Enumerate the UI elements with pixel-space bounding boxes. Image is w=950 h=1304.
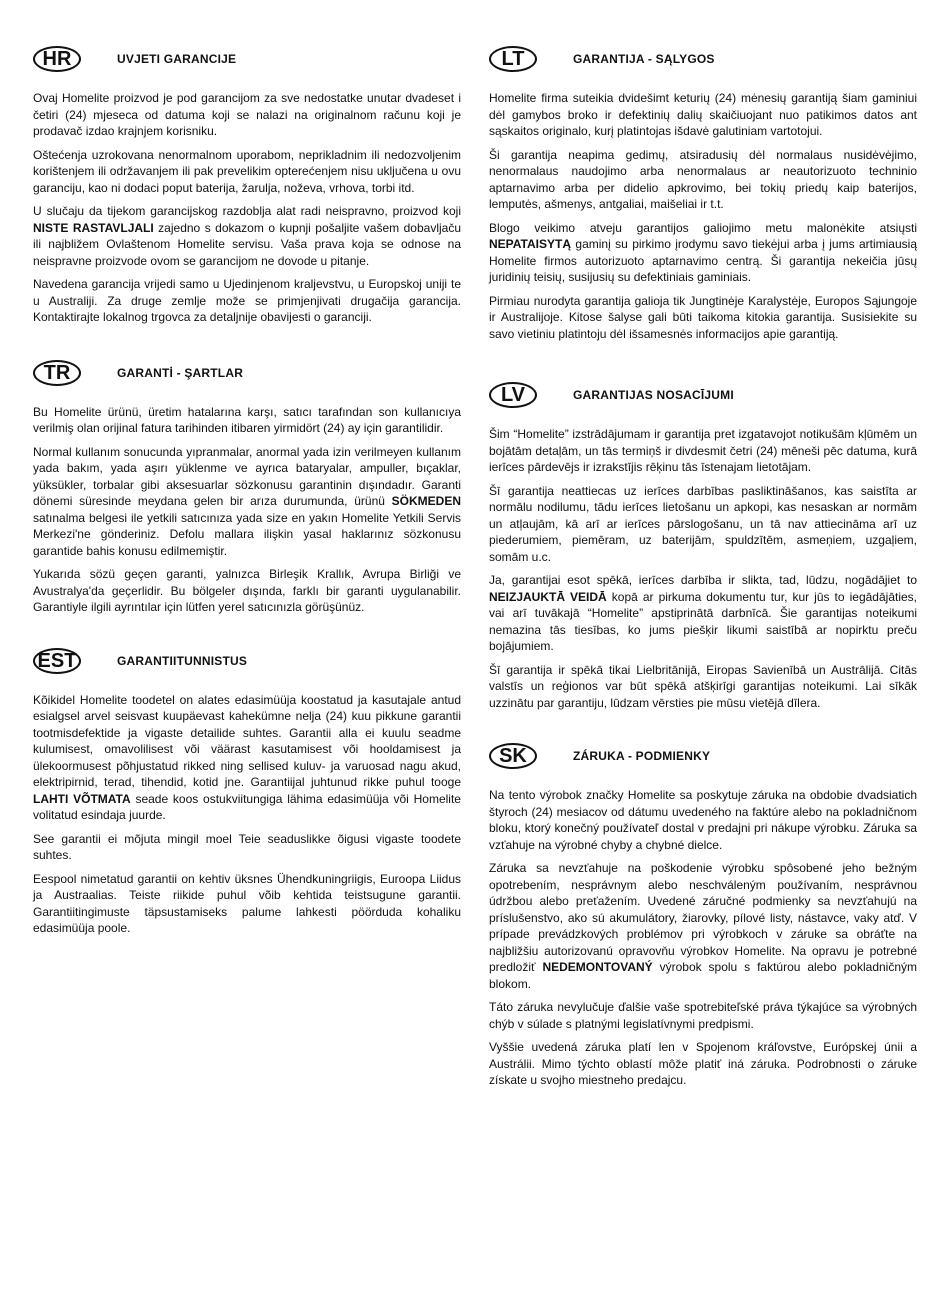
- section-header: [33, 356, 461, 390]
- language-badge: SK: [489, 743, 537, 769]
- paragraph: Ši garantija neapima gedimų, atsiradusių dėl normalaus nusidėvėjimo, nenormalaus naudojimo arba nenormalaus ar neautorizuoto techninio aptarnavimo arba per didelio apkrovimo, bei tokių priedų kaip baterijos, lemputės, ašmenys, antgaliai, maišeliai ir t.t.: [489, 147, 917, 211]
- section-title: GARANTİ - ŞARTLAR: [117, 365, 244, 380]
- language-badge: LV: [489, 382, 537, 408]
- right-column: [489, 42, 917, 1117]
- section-header: [489, 42, 917, 76]
- paragraph: Šim “Homelite” izstrādājumam ir garantija pret izgatavojot notikušām kļūmēm un bojātām detaļām, un tās termiņš ir divdesmit četri (24) mēneši pēc datuma, kurā ierīces pārdevējs ir izrakstījis rēķinu tās īstenajam lietotājam.: [489, 427, 917, 474]
- section-sk: [489, 739, 917, 1089]
- emphasis: LAHTI VÕTMATA: [33, 791, 131, 806]
- paragraph: Pirmiau nurodyta garantija galioja tik Jungtinėje Karalystėje, Europos Sąjungoje ir Australijoje. Kitose šalyse gali būti taikoma kitokia garantija. Susisiekite su savo vietiniu platintoju dėl išsamesnės informacijos apie garantiją.: [489, 293, 917, 341]
- section-header: [33, 644, 461, 678]
- paragraph: Kõikidel Homelite toodetel on alates edasimüüja koostatud ja kasutajale antud esialgsel arvel seisvast kuupäevast kahekümne nelja (24) kuu pikkune garantii tootmisdefektide ja vigaste detailide suhtes. Garantii alla ei kuulu seadme kulumisest, omavolilisest või väärast kasutamisest või hooldamisest ja ülekoormusest põhjustatud rikked ning sellised kuluv- ja varuosad nagu akud, elektripirnid, terad, tihendid, kotid jne. Garantiijal juhtunud rikke puhul tooge LAHTI VÕTMATA seade koos ostukviitungiga lähima edasimüüja või Homelite volitatud esindaja juurde.: [33, 692, 461, 822]
- paragraph: Oštećenja uzrokovana nenormalnom uporabom, neprikladnim ili nedozvoljenim korištenjem ili održavanjem ili pak prevelikim opterećenjem nisu uključena u ovu garanciju, kao ni dodaci poput baterija, žarulja, noževa, vrhova, torbi itd.: [33, 147, 461, 195]
- paragraph: U slučaju da tijekom garancijskog razdoblja alat radi neispravno, proizvod koji NISTE RASTAVLJALI zajedno s dokazom o kupnji pošaljite vašem dobavljaču ili najbližem Ovlaštenom Homelite servisu. Vaša prava koja se odnose na neispravne proizvode ovom se garancijom ne dovode u pitanje.: [33, 204, 461, 268]
- section-title: GARANTIITUNNISTUS: [117, 653, 248, 668]
- paragraph: Vyššie uvedená záruka platí len v Spojenom kráľovstve, Európskej únii a Austrálii. Mimo týchto oblastí môže platiť iná záruka. Podrobnosti o záruke získate u svojho miestneho predajcu.: [489, 1040, 917, 1087]
- paragraph: Táto záruka nevylučuje ďalšie vaše spotrebiteľské práva týkajúce sa výrobných chýb v súlade s platnými legislatívnymi predpismi.: [489, 1000, 917, 1031]
- section-title: ZÁRUKA - PODMIENKY: [573, 749, 711, 763]
- section-est: [33, 644, 461, 937]
- paragraph: Yukarıda sözü geçen garanti, yalnızca Birleşik Krallık, Avrupa Birliği ve Avustralya'da geçerlidir. Bu bölgeler dışında, farklı bir garanti uygulanabilir. Garantiyle ilgili ayrıntılar için lütfen yerel satıcınızla görüşünüz.: [33, 567, 461, 614]
- paragraph: Ja, garantijai esot spēkā, ierīces darbība ir slikta, tad, lūdzu, nogādājiet to NEIZJAUKTĀ VEIDĀ kopā ar pirkuma dokumentu tur, kur jūs to iegādājāties, vai arī tuvākajā “Homelite” apstiprinātā darbnīcā. Šie garantijas noteikumi nemazina tās tiesības, ko jums piešķir likumi saistībā ar nopirktu preču bojājumiem.: [489, 573, 918, 653]
- section-tr: [33, 356, 461, 616]
- section-title: GARANTIJAS NOSACĪJUMI: [573, 388, 734, 402]
- paragraph: Navedena garancija vrijedi samo u Ujedinjenom kraljevstvu, u Europskoj uniji te u Australiji. Za druge zemlje može se primjenjivati drugačija garancija. Kontaktirajte lokalnog trgovca za detaljnije obavijesti o garanciji.: [33, 277, 461, 324]
- paragraph: Na tento výrobok značky Homelite sa poskytuje záruka na obdobie dvadsiatich štyroch (24) mesiacov od dátumu uvedeného na faktúre alebo na pokladničnom bloku, ktorý konečný používateľ dostal v predajni pri nákupe výrobku. Záruka sa vzťahuje na výrobné chyby a chybné dielce.: [489, 788, 917, 852]
- section-header: [489, 739, 917, 773]
- paragraph: Normal kullanım sonucunda yıpranmalar, anormal yada izin verilmeyen kullanım yada bakım, yada aşırı yüklenme ve ayrıca bataryalar, ampuller, bıçaklar, yüksükler, torbalar gibi aksesuarlar sözkonusu garantinin dışındadır. Garanti dönemi süresinde meydana gelen bir arıza durumunda, ürünü SÖKMEDEN satınalma belgesi ile yetkili satıcınıza yada size en yakın Homelite Yetkili Servis Merkezi'ne gönderiniz. Defolu mallara ilişkin yasal haklarınız sözkonusu garantide bahis konusu edilmemiştir.: [33, 444, 461, 558]
- paragraph: Šī garantija ir spēkā tikai Lielbritānijā, Eiropas Savienībā un Austrālijā. Citās valstīs un reģionos var būt spēkā atšķirīgi garantijas noteikumi. Lai sīkāk uzzinātu par garantiju, lūdzam vērsties pie mūsu vietējā dīlera.: [489, 662, 917, 710]
- paragraph: Blogo veikimo atveju garantijos galiojimo metu malonėkite atsiųsti NEPATAISYTĄ gaminį su pirkimo įrodymu savo tiekėjui arba į jums artimiausią Homelite firmos autorizuoto aptarnavimo centrą. Ši garantija nekeičia jūsų juridinių teisių, susijusių su defektiniais gaminiais.: [489, 220, 917, 284]
- section-lt: [489, 42, 917, 342]
- emphasis: NISTE RASTAVLJALI: [33, 220, 154, 235]
- language-badge: LT: [489, 46, 537, 72]
- paragraph: Šī garantija neattiecas uz ierīces darbības pasliktināšanos, kas saistīta ar normālu nodilumu, tādu ierīces lietošanu un apkopi, kas nesaskan ar normām un atļaujām, kā arī ar ierīces pārslogošanu, un tā nav attiecināma arī uz piederumiem, piemēram, uz baterijām, spuldzītēm, asmeņiem, uzgaļiem, somām u.c.: [489, 483, 917, 564]
- emphasis: NEIZJAUKTĀ VEIDĀ: [489, 589, 607, 604]
- paragraph: Záruka sa nevzťahuje na poškodenie výrobku spôsobené jeho bežným opotrebením, nesprávnym alebo neschváleným používaním, nesprávnou údržbou alebo preťažením. Uvedené záručné podmienky sa nevzťahujú na príslušenstvo, ako sú akumulátory, žiarovky, pílové listy, nástavce, vaky atď. V prípade prevádzkových problémov pri výrobkoch v záruke sa obráťte na najbližšiu autorizovanú opravovňu výrobkov Homelite. Na opravu je potrebné predložiť NEDEMONTOVANÝ výrobok spolu s faktúrou alebo pokladničným blokom.: [489, 861, 917, 991]
- emphasis: SÖKMEDEN: [391, 494, 461, 508]
- emphasis: NEPATAISYTĄ: [489, 237, 572, 251]
- section-header: [33, 42, 461, 76]
- section-title: GARANTIJA - SĄLYGOS: [573, 52, 715, 66]
- section-title: UVJETI GARANCIJE: [117, 52, 237, 66]
- emphasis: NEDEMONTOVANÝ: [542, 960, 653, 974]
- paragraph: Homelite firma suteikia dvidešimt keturių (24) mėnesių garantiją šiam gaminiui dėl gamybos broko ir defektinių dalių skaičiuojant nuo patikimos datos ant sąskaitos originalo, kurį platintojas išdavė galutiniam vartotojui.: [489, 91, 917, 138]
- section-hr: [33, 42, 461, 326]
- language-badge: TR: [33, 360, 81, 386]
- section-header: [489, 378, 917, 412]
- paragraph: Bu Homelite ürünü, üretim hatalarına karşı, satıcı tarafından son kullanıcıya verilmiş olan orijinal fatura tarihinden itibaren yirmidört (24) ay için garantilidir.: [33, 404, 461, 435]
- section-lv: [489, 378, 917, 711]
- paragraph: See garantii ei mõjuta mingil moel Teie seaduslikke õigusi vigaste toodete suhtes.: [33, 831, 461, 862]
- paragraph: Ovaj Homelite proizvod je pod garancijom za sve nedostatke unutar dvadeset i četiri (24) mjeseca od datuma koji se nalazi na originalnom računu koji je prodavač izdao krajnjem korisniku.: [33, 91, 461, 138]
- paragraph: Eespool nimetatud garantii on kehtiv üksnes Ühendkuningriigis, Euroopa Liidus ja Austraalias. Teiste riikide puhul võib kehtida teistsugune garantii. Garantiitingimuste täpsustamiseks palume lahkesti pöörduda kohaliku edasimüüja poole.: [33, 871, 461, 935]
- left-column: [33, 42, 461, 965]
- language-badge: HR: [33, 46, 81, 72]
- language-badge: EST: [33, 648, 81, 674]
